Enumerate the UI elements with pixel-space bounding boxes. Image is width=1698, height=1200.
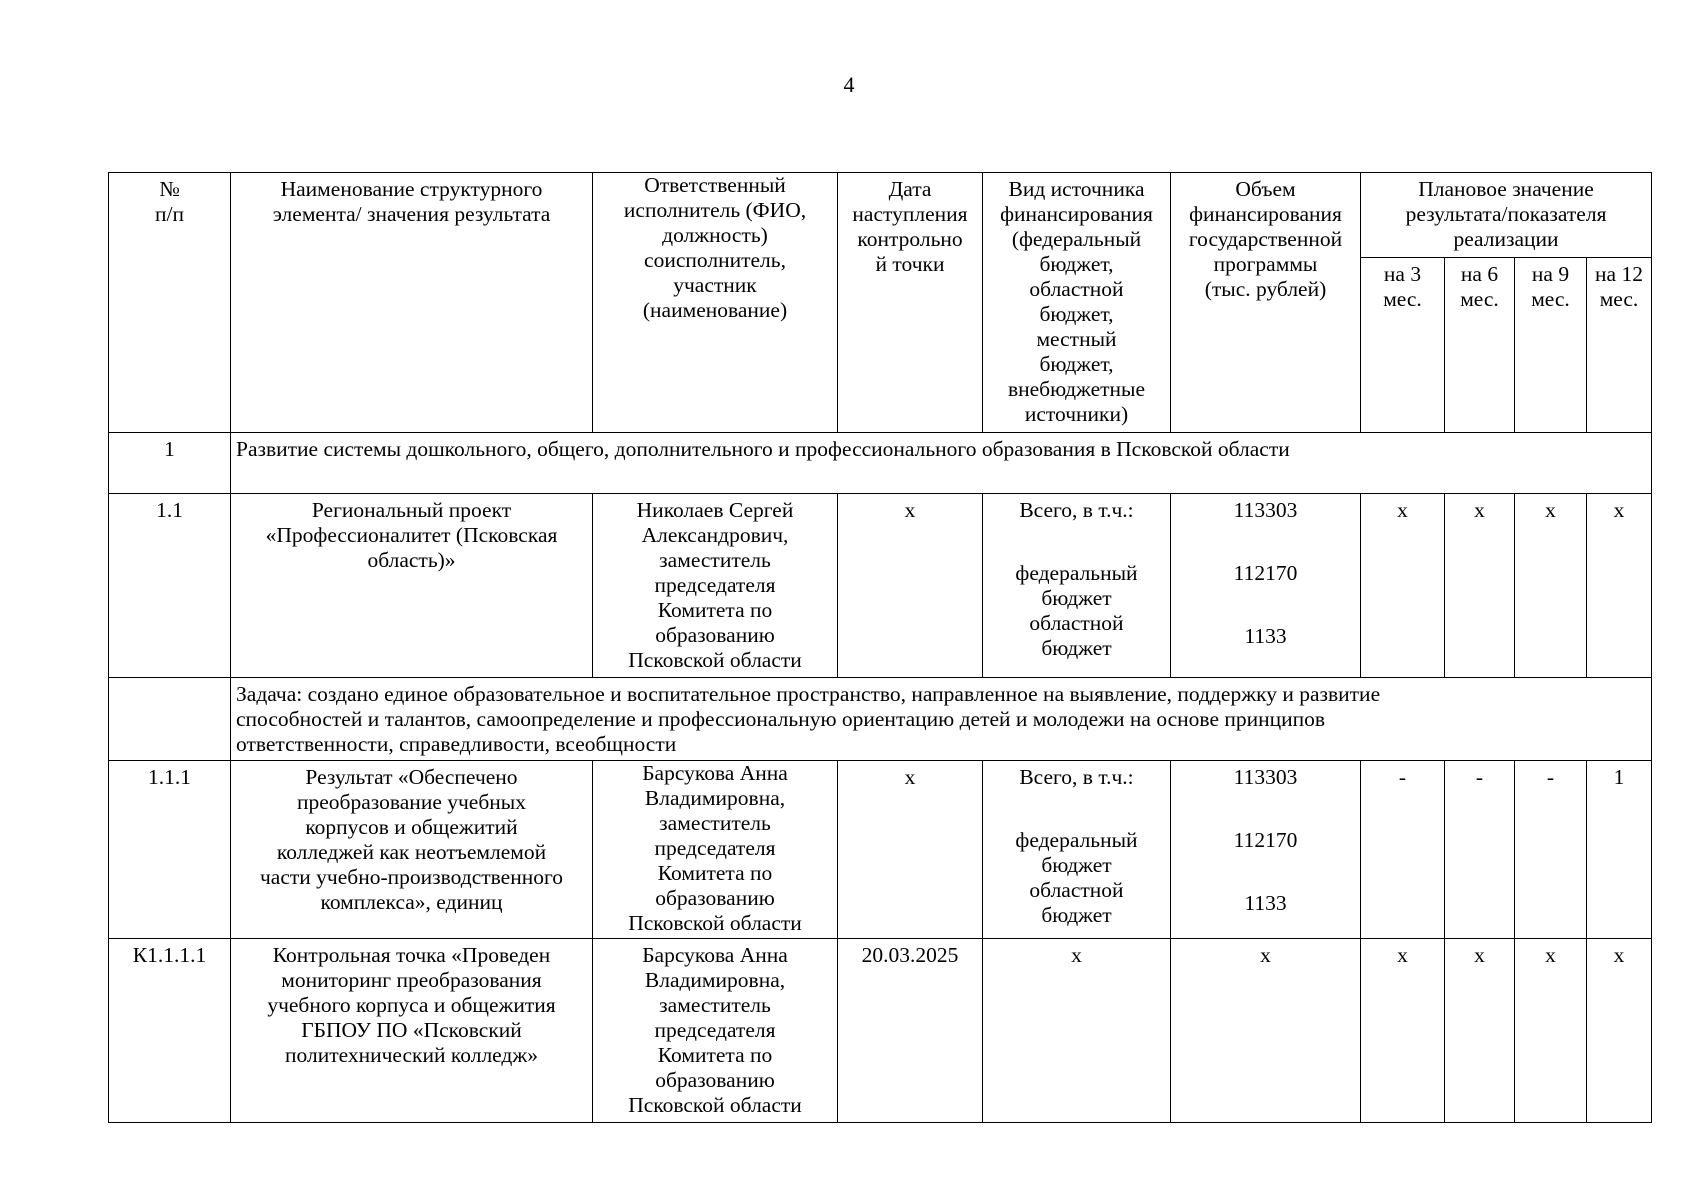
- row-responsible: Барсукова Анна Владимировна, заместитель председателя Комитета по образованию Псковской области: [593, 939, 838, 1123]
- row-m9: -: [1515, 761, 1587, 939]
- row-m3: -: [1361, 761, 1445, 939]
- row-responsible: Барсукова Анна Владимировна, заместитель председателя Комитета по образованию Псковской области: [593, 761, 838, 939]
- row-m12: 1: [1587, 761, 1652, 939]
- header-source: Вид источника финансирования (федеральный бюджет, областной бюджет, местный бюджет, внебюджетные источники): [983, 173, 1171, 433]
- row-task: Задача: создано единое образовательное и воспитательное пространство, направленное на выявление, поддержку и развитие способностей и талантов, самоопределение и профессиональную ориентацию детей и молодежи на основе принципов ответственности, справедливости, всеобщности: [231, 678, 1652, 761]
- row-m9: x: [1515, 494, 1587, 678]
- table-row: [109, 494, 1652, 678]
- header-m3: на 3 мес.: [1361, 258, 1445, 433]
- header-volume: Объем финансирования государственной программы (тыс. рублей): [1171, 173, 1361, 433]
- header-m12: на 12 мес.: [1587, 258, 1652, 433]
- row-source: Всего, в т.ч.: федеральный бюджет областной бюджет: [983, 761, 1171, 939]
- row-m3: x: [1361, 494, 1445, 678]
- plan-table: [108, 172, 1652, 1123]
- header-num: № п/п: [109, 173, 231, 433]
- table-row: [109, 939, 1652, 1123]
- row-volume: x: [1171, 939, 1361, 1123]
- header-m6: на 6 мес.: [1445, 258, 1515, 433]
- row-m6: x: [1445, 494, 1515, 678]
- page-number: 4: [843, 72, 855, 97]
- header-m9: на 9 мес.: [1515, 258, 1587, 433]
- row-date: 20.03.2025: [838, 939, 983, 1123]
- row-m6: -: [1445, 761, 1515, 939]
- row-num-empty: [109, 678, 231, 761]
- row-num: 1.1: [109, 494, 231, 678]
- row-num: 1.1.1: [109, 761, 231, 939]
- row-m3: x: [1361, 939, 1445, 1123]
- table-row: [109, 761, 1652, 939]
- row-num: К1.1.1.1: [109, 939, 231, 1123]
- table-row: [109, 433, 1652, 494]
- row-date: x: [838, 761, 983, 939]
- header-responsible: Ответственный исполнитель (ФИО, должность) соисполнитель, участник (наименование): [593, 173, 838, 433]
- header-plan: Плановое значение результата/показателя реализации: [1361, 173, 1652, 258]
- row-section-title: Развитие системы дошкольного, общего, дополнительного и профессионального образования в Псковской области: [231, 433, 1652, 494]
- row-source: x: [983, 939, 1171, 1123]
- header-date: Дата наступления контрольно й точки: [838, 173, 983, 433]
- row-name: Результат «Обеспечено преобразование учебных корпусов и общежитий колледжей как неотъемлемой части учебно-производственного комплекса», единиц: [231, 761, 593, 939]
- row-m12: x: [1587, 939, 1652, 1123]
- row-source: Всего, в т.ч.: федеральный бюджет областной бюджет: [983, 494, 1171, 678]
- row-m6: x: [1445, 939, 1515, 1123]
- row-date: x: [838, 494, 983, 678]
- row-m12: x: [1587, 494, 1652, 678]
- row-volume: 113303 112170 1133: [1171, 494, 1361, 678]
- row-responsible: Николаев Сергей Александрович, заместитель председателя Комитета по образованию Псковской области: [593, 494, 838, 678]
- row-m9: x: [1515, 939, 1587, 1123]
- row-volume: 113303 112170 1133: [1171, 761, 1361, 939]
- row-name: Контрольная точка «Проведен мониторинг преобразования учебного корпуса и общежития ГБПОУ ПО «Псковский политехнический колледж»: [231, 939, 593, 1123]
- row-name: Региональный проект «Профессионалитет (Псковская область)»: [231, 494, 593, 678]
- table-row: [109, 678, 1652, 761]
- header-name: Наименование структурного элемента/ значения результата: [231, 173, 593, 433]
- row-num: 1: [109, 433, 231, 494]
- header-row: [109, 173, 1652, 258]
